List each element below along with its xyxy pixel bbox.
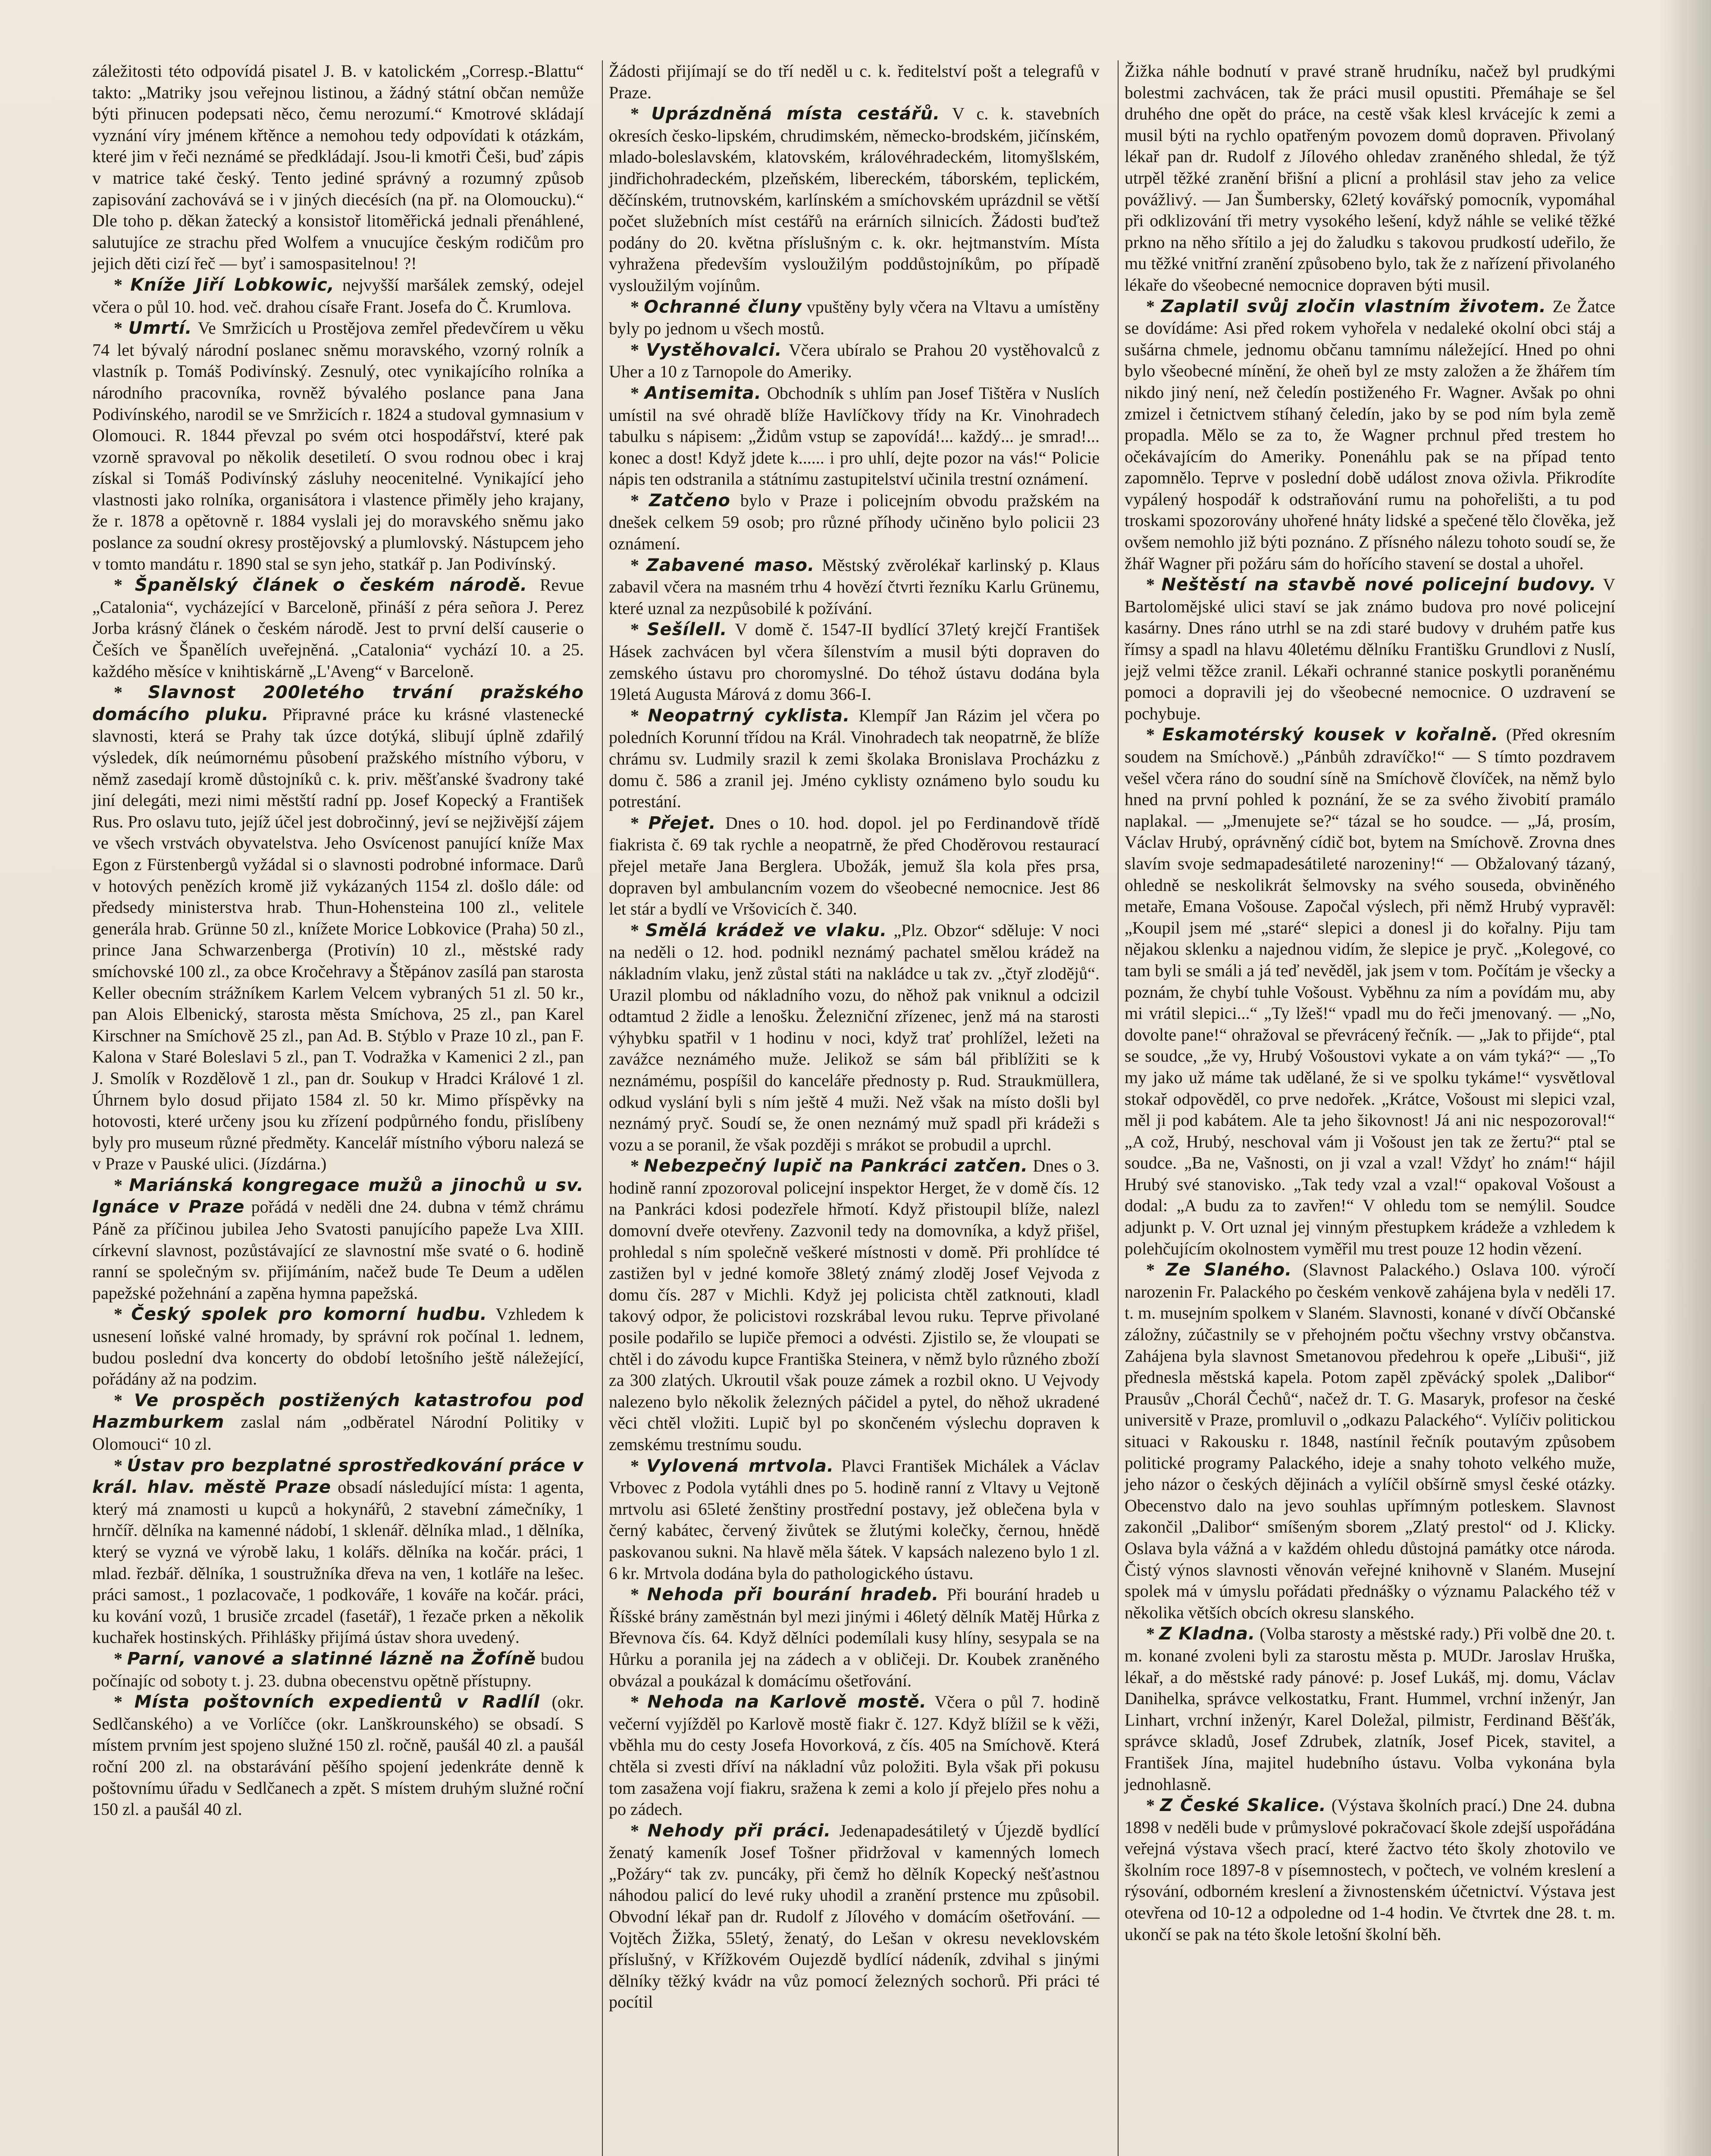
article-headline: Nebezpečný lupič na Pankráci zatčen.: [644, 1156, 1028, 1176]
article-text: „Plz. Obzor“ sděluje: V noci na neděli o 12. hod. podnikl neznámý pachatel smělou krádež na nákladním vlaku, jenž zůstal státi na nakládce u tak zv. „čtyř zlodějů“. Urazil plombu od nákladního vozu, do něhož pak vniknul a odcizil odtamtud 2 židle a lenošku. Železniční zřízenec, jenž má na starosti výhybku spatřil v 1 hodinu v noci, když trať prohlížel, ležeti na zavážce neznámého muže. Jelikož se sám bál přiblížiti se k neznámému, pospíšil do kanceláře přednosty p. Rud. Straukmüllera, odkud vyslání byli s ním ještě 4 muži. Než však na místo došli byl neznámý pryč. Soudí se, že onen neznámý muž spadl při krádeži s vozu a se poranil, že však později s mrákot se probudil a uprchl.: [609, 920, 1100, 1154]
article-text: Včera ubíralo se Prahou 20 vystěhovalců z Uher a 10 z Tarnopole do Ameriky.: [609, 340, 1100, 382]
article: [609, 296, 1100, 339]
article-paragraph: [609, 296, 1100, 339]
binding-edge: [1659, 0, 1711, 2156]
article-text: pořádá v neděli dne 24. dubna v témž chrámu Páně za příčinou jubilea Jeho Svatosti panujícího papeže Lva XIII. církevní slavnost, pozůstávající ze slavnostní mše svaté o 6. hodině ranní se společným sv. přijímáním, načež bude Te Deum a udělen papežské požehnání a zapěna hymna papežská.: [92, 1197, 584, 1303]
article-paragraph: [92, 1455, 584, 1648]
asterisk-mark: *: [630, 1456, 647, 1476]
asterisk-mark: *: [630, 920, 646, 940]
asterisk-mark: *: [114, 318, 128, 338]
article-text: obsadí následující místa: 1 agenta, který má znamosti u kupců a hokynářů, 2 stavební zámečníky, 1 hrnčíř. dělníka na kamenné nádobí, 1 sklenář. dělníka mlad., 1 dělníka, který se vyzná ve výrobě laku, 1 kolářs. dělníka na kočár. práci, 1 mlad. řezbář. dělníka, 1 soustružníka dřeva na ven, 1 kotláře na lešec. práci samost., 1 pozlacovače, 1 podkováře, 1 kováře na kočár. práci, ku kování vozů, 1 brusiče zrcadel (fasetář), 1 řezače prken a několik kuchařek hostinských. Přihlášky přijímá ústav shora uvedený.: [92, 1477, 584, 1647]
article-text: (Volba starosty a městské rady.) Při volbě dne 20. t. m. konané zvoleni byli za starostu města p. MUDr. Jaroslav Hruška, lékař, a do městské rady pánové: p. Josef Lukáš, mj. domu, Václav Danihelka, správce velkostatku, Frant. Hummel, vrchní inženýr, Jan Linhart, vrchní inženýr, Karel Doležal, pilmistr, Ferdinand Běšťák, správce skladů, Josef Zdrubek, zlatník, Josef Picek, stavitel, a František Jína, majitel hudebního ústavu. Volba vykonána byla jednohlasně.: [1125, 1624, 1615, 1794]
article-headline: Sešílell.: [647, 620, 727, 640]
article-text: zaslal nám „odběratel Národní Politiky v Olomouci“ 10 zl.: [92, 1412, 584, 1454]
article: [92, 682, 584, 1175]
article: [1125, 296, 1615, 574]
asterisk-mark: *: [1146, 1260, 1166, 1280]
article-headline: Nehody při práci.: [647, 1821, 831, 1841]
article-text: Včera o půl 7. hodině večerní vyjížděl po Karlově mostě fiakr č. 127. Když blížil se k věži, vběhla mu do cesty Josefa Hovorková, z čís. 405 na Smíchově. Která chtěla si zvesti dříví na nákladní vůz položiti. Byla však při pokusu tom zasažena vojí fiakru, sražena k zemi a kolo jí přejelo přes nohu a po zádech.: [609, 1692, 1100, 1819]
article: [1125, 724, 1615, 1259]
article-paragraph: [1125, 724, 1615, 1259]
article-headline: Přejet.: [648, 813, 716, 833]
article-paragraph: [609, 920, 1100, 1156]
article-headline: Španělský článek o českém národě.: [135, 575, 528, 595]
article-paragraph: [609, 1455, 1100, 1584]
article-text: Dnes o 3. hodině ranní zpozoroval policejní inspektor Herget, že v domě čís. 12 na Pankráci kdosi podezřele hřmotí. Když přistoupil blíže, nalezl domovní dveře otevřeny. Zazvonil tedy na domovníka, a když přišel, prohledal s ním společně veškeré místnosti v domě. Při prohlídce té zastižen byl v jedné komoře 38letý známý zloděj Josef Vejvoda z domu čís. 287 v Michli. Když jej policista chtěl zatknouti, kladl takový odpor, že policistovi rozskrábal levou ruku. Teprve přivolané posile podařilo se lupiče přemoci a odvésti. Zjistilo se, že vloupati se chtěl i do závodu kupce Františka Steinera, v němž bylo různého zboží za 300 zlatých. Ukroutil však pouze zámek a rozbil okno. U Vejvody nalezeno bylo několik železných páčidel a pytel, do něhož ukradené věci chtěl vložiti. Lupič byl po skončeném výslechu dopraven k zemskému trestnímu soudu.: [609, 1156, 1100, 1454]
column-2: [602, 60, 1106, 2156]
article-text: Ve Smržicích u Prostějova zemřel předevčírem u věku 74 let bývalý národní poslanec sněmu moravského, vzorný rolník a vlastník p. Tomáš Podivínský. Zesnulý, otec vynikajícího rolníka a národního pracovníka, rovněž bývalého poslance pana Jana Podivínského, narodil se ve Smržicích r. 1824 a studoval gymnasium v Olomouci. R. 1844 převzal po svém otci hospodářství, které pak vzorně spravoval po několik desetiletí. O svou rodnou obec i kraj získal si Tomáš Podivínský zásluhy neocenitelné. Vynikající jeho vlastnosti jako rolníka, organisátora i vlastence přiměly jeho krajany, že r. 1878 a opětovně r. 1884 vyslali jej do moravského sněmu jako poslance za soudní okresy prostějovský a plumlovský. Nástupcem jeho v tomto mandátu r. 1890 stal se syn jeho, statkář p. Jan Podivínský.: [92, 318, 584, 573]
article-headline: Z České Skalice.: [1160, 1796, 1326, 1816]
asterisk-mark: *: [114, 1648, 127, 1668]
article-headline: Nehoda na Karlově mostě.: [647, 1692, 927, 1712]
article-headline: Antisemita.: [645, 383, 761, 403]
article-paragraph: [92, 1390, 584, 1455]
article-text: Revue „Catalonia“, vycházející v Barceloně, přináší z péra señora J. Perez Jorba krásný článek o českém národě. Jest to první delší causerie o Češích ve Španělích uveřejněná. „Catalonia“ vychází 10. a 25. každého měsíce v knihtiskárně „L'Aveng“ v Barceloně.: [92, 575, 584, 681]
asterisk-mark: *: [114, 1692, 135, 1712]
article: [92, 1175, 584, 1304]
article-text: Vzhledem k usnesení loňské valné hromady, by správní rok počínal 1. lednem, budou poslední dva koncerty do období letošního ještě náležející, pořádány až na podzim.: [92, 1304, 584, 1389]
article: [609, 555, 1100, 619]
article: [609, 1584, 1100, 1691]
article: [609, 1455, 1100, 1584]
article-headline: Kníže Jiří Lobkowic,: [130, 275, 335, 295]
article: [609, 339, 1100, 382]
article-paragraph: [1125, 574, 1615, 724]
article-headline: Ze Slaného.: [1166, 1260, 1292, 1280]
article-paragraph: [92, 274, 584, 317]
article-headline: Nehoda při bourání hradeb.: [647, 1585, 939, 1605]
article-paragraph: [92, 1691, 584, 1820]
article-paragraph: [609, 103, 1100, 296]
article-text: záležitosti této odpovídá pisatel J. B. v katolickém „Corresp.-Blattu“ takto: „Matriky jsou veřejnou listinou, a žádný státní občan nemůže býti přinucen podepsati něco, čemu nerozumí.“ Kmotrové skládají vyznání víry jménem křtěnce a nemohou tedy odpovídati k otázkám, které jim v řeči neznámé se předkládají. Jsou-li kmotři Češi, buď zápis v matrice také český. Tento jediné správný a rozumný způsob zapisování zachovává se i v jiných diecésích (na př. na Olomoucku).“ Dle toho p. děkan žatecký a konsistoř litoměřická jednali přenáhlené, salutujíce ze strachu před Wolfem a vnucujíce českým rodičům pro jejich děti cizí řeč — byť i samospasitelnou! ?!: [92, 61, 584, 273]
article: [1125, 574, 1615, 724]
article-headline: Uprázdněná místa cestářů.: [651, 104, 940, 124]
article-paragraph: [1125, 296, 1615, 574]
article-text: bylo v Praze i policejním obvodu pražském na dnešek celkem 59 osob; pro různé příhody učiněno bylo policii 23 oznámení.: [609, 490, 1100, 554]
article: [609, 705, 1100, 812]
article: [92, 1455, 584, 1648]
article-headline: Zabavené maso.: [646, 555, 815, 575]
article-text: (Slavnost Palackého.) Oslava 100. výročí narozenin Fr. Palackého po českém venkově zahájena byla v neděli 17. t. m. musejním spolkem v Slaném. Slavnosti, konané v dívčí Občanské záložny, zúčastnily se v přehojném počtu všechny vrstvy občanstva. Zahájena byla slavnost Smetanovou předehrou k opeře „Libuši“, již přednesla městská kapela. Potom zapěl zpěvácký spolek „Dalibor“ Prausův „Chorál Čechů“, načež dr. T. G. Masaryk, profesor na české universitě v Praze, promluvil o „odkazu Palackého“. Vylíčiv politickou situaci v Rakousku r. 1848, nastínil řečník poutavým způsobem politické programy Palackého, ideje a snahy tohoto velkého muže, jeho názor o českých dějinách a vylíčil obšírně smysl české otázky. Obecenstvo dalo na jevo souhlas upřímným potleskem. Slavnost zakončil „Dalibor“ smíšeným sborem „Zlatý prestol“ od J. Klicky. Oslava byla vážná a v každém ohledu důstojná památky otce národa. Čistý výnos slavnosti věnován veřejné knihovně v Slaném. Musejní spolek má v úmyslu pořádati přednášky o významu Palackého též v několika větších obcích okresu slanského.: [1125, 1260, 1615, 1622]
article-paragraph: [92, 1175, 584, 1304]
article-text: V c. k. stavebních okresích česko-lipském, chrudimském, německo-brodském, jičínském, mlado-boleslavském, klatovském, královéhradeckém, litomyšlském, jindřichohradeckém, plzeňském, libereckém, táborském, teplickém, děčínském, trutnovském, karlínském a smíchovském uprázdnil se větší počet služebních míst cestářů na erárních silnicích. Žádosti buďtež podány do 20. května příslušným c. k. okr. hejtmanstvím. Místa vyhražena především vysloužilým poddůstojníkům, po případě vysloužilým vojínům.: [609, 104, 1100, 295]
article-headline: Neštěstí na stavbě nové policejní budovy.: [1161, 575, 1597, 595]
article: [609, 812, 1100, 920]
article: [609, 1820, 1100, 2013]
article-paragraph: [609, 339, 1100, 382]
article: [92, 574, 584, 682]
asterisk-mark: *: [630, 1692, 648, 1712]
article-paragraph: [609, 555, 1100, 619]
article: [609, 1155, 1100, 1455]
article-text: budou počínajíc od soboty t. j. 23. dubna obecenstvu opětně přístupny.: [92, 1648, 584, 1690]
article: [1125, 1623, 1615, 1795]
article-headline: Smělá krádež ve vlaku.: [646, 920, 887, 940]
article-headline: Mariánská kongregace mužů a jinochů u sv. Ignáce v Praze: [92, 1175, 584, 1217]
article-paragraph: [609, 1584, 1100, 1691]
asterisk-mark: *: [630, 297, 644, 317]
article-headline: Vylovená mrtvola.: [646, 1456, 834, 1476]
article-text: Městský zvěrolékař karlinský p. Klaus zabavil včera na masném trhu 4 hovězí čtvrti řezníku Karlu Grünemu, které uznal za nezpůsobilé k požívání.: [609, 555, 1100, 618]
article-text: Žádosti přijímají se do tří neděl u c. k. ředitelství pošt a telegrafů v Praze.: [609, 61, 1100, 102]
asterisk-mark: *: [1146, 575, 1162, 595]
article-paragraph: [609, 490, 1100, 555]
article-headline: Zatčeno: [649, 490, 730, 511]
article: [609, 382, 1100, 490]
article-text: Dnes o 10. hod. dopol. jel po Ferdinandově třídě fiakrista č. 69 tak rychle a neopatrně, že před Choděrovou restaurací přejel metaře Jana Berglera. Ubožák, jemuž šla kola přes prsa, dopraven byl ambulancním vozem do všeobecné nemocnice. Jest 86 let stár a bydlí ve Vršovicích č. 340.: [609, 813, 1100, 919]
article-paragraph: [92, 1304, 584, 1389]
article-headline: Slavnost 200letého trvání pražského domácího pluku.: [92, 683, 584, 724]
article-paragraph: [1125, 1623, 1615, 1795]
asterisk-mark: *: [114, 275, 131, 295]
asterisk-mark: *: [630, 1821, 648, 1840]
article-headline: Eskamotérský kousek v kořalně.: [1162, 725, 1499, 745]
asterisk-mark: *: [114, 1390, 134, 1410]
article-paragraph: [1125, 1795, 1615, 1945]
article-paragraph: [92, 60, 584, 274]
article-text: Plavci František Michálek a Václav Vrbovec z Podola vytáhli dnes po 5. hodině ranní z Vltavy u Vejtoně mrtvolu asi 65leté ženštiny prostřední postavy, jež oblečena byla v černý kabátec, červený živůtek se žlutými kolečky, černou, hnědě paskovanou sukni. Na hlavě měla šátek. V kapsách nalezeno bylo 1 zl. 6 kr. Mrtvola dodána byla do pathologického ústavu.: [609, 1456, 1100, 1583]
asterisk-mark: *: [1146, 1796, 1160, 1815]
article-paragraph: [609, 1155, 1100, 1455]
article: [1125, 1795, 1615, 1945]
article-headline: Ochranné čluny: [644, 297, 802, 317]
article-paragraph: [609, 619, 1100, 705]
asterisk-mark: *: [114, 1175, 129, 1195]
article-paragraph: [609, 60, 1100, 103]
article: [92, 1691, 584, 1820]
article-paragraph: [1125, 1259, 1615, 1623]
article-text: Žižka náhle bodnutí v pravé straně hrudníku, načež byl prudkými bolestmi zachvácen, tak že práci musil opustiti. Přemáhaje se šel druhého dne opět do práce, na cestě však klesl krvácejíc k zemi a musil býti na rychlo opatřeným povozem domů dopraven. Přivolaný lékař pan dr. Rudolf z Jílového ohledav zraněného shledal, že týž utrpěl těžké zranění břišní a plicní a prohlásil stav jeho za velice povážlivý. — Jan Šumbersky, 62letý kovářský pomocník, vypomáhal při odklizování tři metry vysokého lešení, když náhle se veliké těžké prkno na něho sřítilo a jej do žaludku s takovou prudkostí udeřilo, že mu těžké vnitřní zranění způsobeno bylo, tak že z nařízení přivolaného lékaře do všeobecné nemocnice dopraven býti musil.: [1125, 61, 1615, 295]
article: [609, 490, 1100, 555]
article-paragraph: [609, 812, 1100, 920]
asterisk-mark: *: [114, 1455, 127, 1475]
article: [92, 274, 584, 317]
article-headline: Český spolek pro komorní hudbu.: [131, 1304, 487, 1325]
asterisk-mark: *: [1146, 725, 1163, 745]
article-headline: Z Kladna.: [1159, 1624, 1256, 1644]
column-3: [1118, 60, 1621, 2156]
article-paragraph: [92, 1648, 584, 1691]
article-text: Připravné práce ku krásné vlastenecké slavnosti, která se Prahy tak úzce dotýká, slibují úplně zdařilý výsledek, dík neúmornému působení pražského místního výboru, v němž zasedají kromě důstojníků c. k. priv. měšťanské švadrony také jiní delegáti, mezi nimi městští radní pp. Josef Kopecký a František Rus. Pro oslavu tuto, jejíž účel jest dobročinný, jeví se nejživější zájem ve všech vrstvách obyvatelstva. Jeho Osvícenost panující kníže Max Egon z Fürstenbergů vyžádal si o slavnosti podrobné informace. Darů v hotových penězích kromě již vykázaných 1154 zl. došlo dále: od předsedy ministerstva hrab. Thun-Hohensteina 100 zl., velitele generála hrab. Grünne 50 zl., knížete Morice Lobkovice (Praha) 50 zl., prince Jana Schwarzenberga (Protivín) 10 zl., městské rady smíchovské 100 zl., za obce Kročehravy a Štěpánov zasílá pan starosta Keller obecním strážníkem Karlem Velcem vybraných 51 zl. 50 kr., pan Alois Elbenický, starosta města Smíchova, 25 zl., pan Karel Kirschner na Smíchově 25 zl., pan Ad. B. Stýblo v Praze 10 zl., pan F. Kalona v Staré Boleslavi 5 zl., pan T. Vodražka v Kamenici 2 zl., pan J. Smolík v Rozdělově 1 zl., pan dr. Soukup v Hradci Králové 1 zl. Úhrnem bylo dosud přijato 1584 zl. 50 kr. Mimo příspěvky na hotovosti, které určeny jsou ku zřízení podpůrného fondu, přislíbeny byly pro museum různé předměty. Kancelář místního výboru nalezá se v Praze v Pauské ulici. (Jízdárna.): [92, 704, 584, 1174]
article: [609, 103, 1100, 296]
asterisk-mark: *: [630, 620, 647, 639]
article-paragraph: [609, 382, 1100, 490]
asterisk-mark: *: [630, 813, 649, 833]
article: [1125, 60, 1615, 296]
asterisk-mark: *: [1146, 296, 1161, 316]
article-text: vpuštěny byly včera na Vltavu a umístěny byly po jednom u všech mostů.: [609, 297, 1100, 338]
article-paragraph: [609, 1820, 1100, 2013]
asterisk-mark: *: [630, 555, 646, 575]
article: [609, 1691, 1100, 1820]
article: [92, 1390, 584, 1455]
article-text: Při bourání hradeb u Říšské brány zaměstnán byl mezi jinými i 46letý dělník Matěj Hůrka z Břevnova čís. 64. Když dělníci podemílali kusy hlíny, sesypala se na Hůrku a poranila jej na zádech a v obličeji. Dr. Koubek zraněného obvázal a poukázal k domácímu ošetřování.: [609, 1585, 1100, 1690]
article-text: (okr. Sedlčanského) a ve Vorlíčce (okr. Lanškrounského) se obsadí. S místem prvním jest spojeno služné 150 zl. ročně, paušál 40 zl. a paušál roční 200 zl. na obstarávání pěšího spojení jedenkráte denně k poštovnímu úřadu v Sedlčanech a zpět. S místem druhým služné roční 150 zl. a paušál 40 zl.: [92, 1692, 584, 1819]
article: [609, 920, 1100, 1156]
article-text: Jedenapadesátiletý v Újezdě bydlící ženatý kameník Josef Tošner přidržoval v kamenných lomech „Požáry“ tak zv. puncáky, při čemž ho dělník Kopecký nešťastnou náhodou palicí do levé ruky uhodil a zranění prstence mu způsobil. Obvodní lékař pan dr. Rudolf z Jílového v domácím ošetřování. — Vojtěch Žižka, 55letý, ženatý, do Lešan v okresu neveklovském příslušný, v Křížkovém Oujezdě bydlící nádeník, zdvihal s jinými dělníky těžký kvádr na vůz pomocí železných sochorů. Při práci té pocítil: [609, 1821, 1100, 2012]
article-headline: Ústav pro bezplatné sprostředkování práce v král. hlav. městě Praze: [92, 1455, 584, 1498]
article-headline: Umrtí.: [128, 318, 192, 338]
article-text: V domě č. 1547-II bydlící 37letý krejčí František Hásek zachvácen byl včera šílenstvím a musil býti dopraven do zemského ústavu pro choromyslné. Do téhož ústavu dodána byla 19letá Augusta Márová z domu 366-I.: [609, 620, 1100, 704]
article-paragraph: [92, 317, 584, 574]
article: [92, 317, 584, 574]
asterisk-mark: *: [114, 575, 135, 595]
article-headline: Zaplatil svůj zločin vlastním životem.: [1161, 296, 1546, 317]
article-text: (Před okresním soudem na Smíchově.) „Pánbůh zdravíčko!“ — S tímto pozdravem vešel včera ráno do soudní síně na Smíchově človíček, na němž bylo hned na první pohled k poznání, že se za svého živobití pramálo naplakal. — „Jmenujete se?“ tázal se ho soudce. — „Já, prosím, Václav Hrubý, oprávněný cídič bot, bytem na Smíchově. Zrovna dnes slavím svoje sedmapadesátileté narozeniny!“ — Obžalovaný tázaný, ohledně se neskolikrát šelmovsky na svého souseda, obviněného metaře, Emana Vošouse. Započal výslech, při němž Hrubý vypravěl: „Koupil jsem mé „staré“ slepici a donesl ji do kořalny. Piju tam nějakou sklenku a najednou vidím, že slepice je pryč. „Kolegové, co tam byli se smáli a já teď nevěděl, jak jsem v tom. Počítám je všecky a poznám, že chybí tuhle Vošoust. Vyběhnu za ním a povídám mu, aby mi vrátil slepici...“ „Ty lžeš!“ vpadl mu do řeči jmenovaný. — „No, dovolte pane!“ ohražoval se převrácený řečník. — „Jak to přijde“, ptal se soudce, „že vy, Hrubý Vošoustovi vykate a on vám tyká?“ — „To my jako už máme tak udělané, že si ve spolku tykáme!“ vysvětloval stokař odpověděl, co prve nedořek. „Krátce, Vošoust mi slepici vzal, měl ji pod kabátem. Ale ta jeho šikovnost! Já ani nic nespozoroval!“ „A což, Hrubý, neschoval vám ji Vošoust jen tak ze žertu?“ ptal se soudce. „Ba ne, Vašnosti, on ji vzal a vzal! Vždyť ho znám!“ hájil Hrubý své stanovisko. „Tak tedy vzal a vzal!“ opakoval Vošoust a dodal: „A budu za to zavřen!“ V ohledu tom se nemýlil. Soudce adjunkt p. V. Ort uznal jej vinným přestupkem krádeže a vzhledem k polehčujícím okolnostem vyměřil mu trest pouze 12 hodin vězení.: [1125, 725, 1616, 1258]
article-text: V Bartolomějské ulici staví se jak známo budova pro nové policejní kasárny. Dnes ráno utrhl se na zdi staré budovy v druhém patře kus římsy a spadl na hlavu 40letému dělníku Františku Grundlovi z Nuslí, jejž velmi těžce zranil. Lékaři ochranné stanice poskytli poraněnému pomoci a dopravili jej do všeobecné nemocnice. O uzdravení se pochybuje.: [1125, 575, 1616, 723]
article: [1125, 1259, 1615, 1623]
asterisk-mark: *: [114, 683, 148, 702]
asterisk-mark: *: [630, 104, 652, 124]
article-text: nejvyšší maršálek zemský, odejel včera o půl 10. hod. več. drahou císaře Frant. Josefa do Č. Krumlova.: [92, 275, 584, 317]
article-paragraph: [92, 682, 584, 1175]
article-headline: Neopatrný cyklista.: [648, 705, 850, 726]
article-headline: Vystěhovalci.: [646, 340, 782, 360]
article-paragraph: [609, 705, 1100, 812]
asterisk-mark: *: [1146, 1624, 1159, 1644]
article-paragraph: [609, 1691, 1100, 1820]
asterisk-mark: *: [630, 705, 648, 725]
column-1: [86, 60, 590, 2156]
article-text: Klempíř Jan Rázim jel včera po poledních Korunní třídou na Král. Vinohradech tak neopatrně, že blíže chrámu sv. Ludmily srazil k zemi školaka Bronislava Procházku z domu č. 586 a zranil jej. Jméno cyklisty oznámeno bylo soudu ku potrestání.: [609, 705, 1100, 812]
article: [609, 60, 1100, 103]
article-headline: Parní, vanové a slatinné lázně na Žofíně: [127, 1648, 536, 1669]
columns: [86, 60, 1621, 2156]
article-paragraph: [1125, 60, 1615, 296]
article-text: (Výstava školních prací.) Dne 24. dubna 1898 v neděli bude v průmyslové pokračovací škole zdejší uspořádána veřejná výstava všech prací, které žactvo této školy zhotovilo ve školním roce 1897-8 v písemnostech, v počtech, ve volném kreslení a rýsování, odborném kreslení a živnostenském účetnictví. Výstava jest otevřena od 10-12 a odpoledne od 1-4 hodin. Ve čtvrtek dne 28. t. m. ukončí se pak na této škole letošní školní běh.: [1125, 1796, 1616, 1944]
article-headline: Místa poštovních expedientů v Radlíl: [134, 1692, 540, 1712]
asterisk-mark: *: [630, 490, 649, 510]
asterisk-mark: *: [114, 1304, 132, 1324]
article-paragraph: [92, 574, 584, 682]
article-headline: Ve prospěch postižených katastrofou pod Hazmburkem: [92, 1390, 584, 1432]
article-text: Ze Žatce se dovídáme: Asi před rokem vyhořela v nedaleké okolní obci stáj a sušárna chmele, jednomu občanu tamnímu náležející. Hned po ohni bylo všeobecné mínění, že oheň byl ze msty založen a že žhářem tím nikdo jiný není, než čeledín postiženého Fr. Wagner. Avšak po ohni zmizel i četnictvem stíhaný čeledín, jako by se pod ním byla země propadla. Mělo se za to, že Wagner prchnul před trestem ho očekávajícím do Ameriky. Ponenáhlu pak se na případ tento zapomnělo. Teprve v poslední době událost znova oživla. Přikrodíte vypálený hospodář k odstraňování rumu na pohořelišti, a tu pod troskami spozorovány uhořené hnáty lidské a spečené tělo člověka, jež ovšem nemohlo již býti poznáno. Z přísného nálezu tohoto soudí se, že žhář Wagner při požáru sám do hořícího stavení se dostal a uhořel.: [1125, 296, 1616, 573]
asterisk-mark: *: [630, 340, 646, 360]
asterisk-mark: *: [630, 383, 645, 403]
asterisk-mark: *: [630, 1156, 644, 1176]
article: [92, 1648, 584, 1691]
article: [92, 60, 584, 274]
article-text: Obchodník s uhlím pan Josef Tištěra v Nuslích umístil na své ohradě blíže Havlíčkovy třídy na Kr. Vinohradech tabulku s nápisem: „Židům vstup se zapovídá!... každý... je smrad!... konec a dost! Když jdete k...... i pro uhlí, dejte pozor na vás!“ Policie nápis ten odstranila a státnímu zastupitelství učinila trestní oznámení.: [609, 383, 1100, 489]
article: [609, 619, 1100, 705]
article: [92, 1304, 584, 1389]
asterisk-mark: *: [630, 1585, 647, 1604]
